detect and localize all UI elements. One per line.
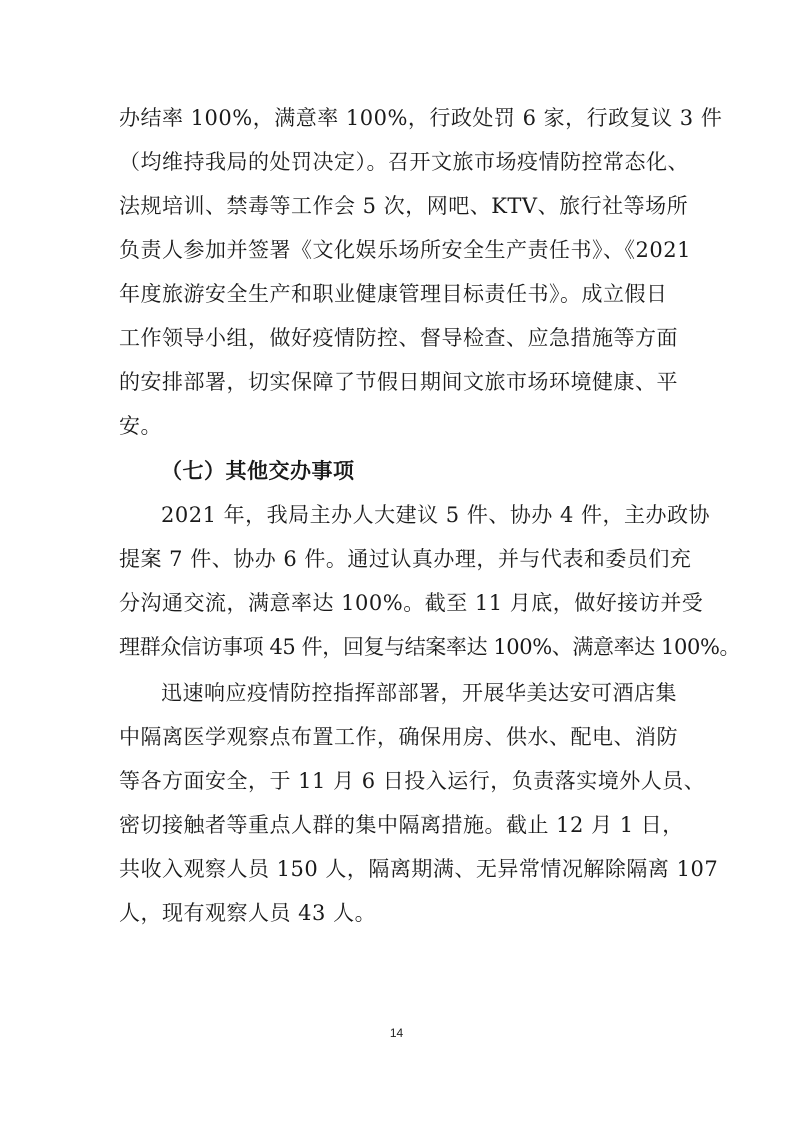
paragraph-line: 办结率 100%，满意率 100%，行政处罚 6 家，行政复议 3 件 [119,106,723,130]
paragraph-line: 工作领导小组，做好疫情防控、督导检查、应急措施等方面 [119,326,678,350]
section-heading: （七）其他交办事项 [161,458,355,483]
paragraph-line: 提案 7 件、协办 6 件。通过认真办理，并与代表和委员们充 [119,547,692,571]
paragraph-line: 负责人参加并签署《文化娱乐场所安全生产责任书》、《2021 [119,238,691,262]
paragraph-line: 人，现有观察人员 43 人。 [119,901,377,925]
paragraph-line: 的安排部署，切实保障了节假日期间文旅市场环境健康、平 [119,370,678,394]
paragraph-line: 迅速响应疫情防控指挥部部署，开展华美达安可酒店集 [161,681,677,705]
paragraph-line: 分沟通交流，满意率达 100%。截至 11 月底，做好接访并受 [119,591,704,615]
paragraph-line: 等各方面安全，于 11 月 6 日投入运行，负责落实境外人员、 [119,769,706,793]
paragraph-line: 理群众信访事项 45 件，回复与结案率达 100%、满意率达 100%。 [119,635,741,659]
paragraph-line: 2021 年，我局主办人大建议 5 件、协办 4 件，主办政协 [161,503,711,527]
paragraph-line: 年度旅游安全生产和职业健康管理目标责任书》。成立假日 [119,282,668,306]
paragraph-line: 中隔离医学观察点布置工作，确保用房、供水、配电、消防 [119,725,678,749]
page-number: 14 [389,1026,404,1040]
paragraph-line: （均维持我局的处罚决定）。召开文旅市场疫情防控常态化、 [119,150,689,174]
paragraph-line: 法规培训、禁毒等工作会 5 次，网吧、KTV、旅行社等场所 [119,194,689,218]
paragraph-line: 密切接触者等重点人群的集中隔离措施。截止 12 月 1 日， [119,813,684,837]
paragraph-line: 共收入观察人员 150 人，隔离期满、无异常情况解除隔离 107 [119,857,719,881]
paragraph-line: 安。 [119,414,162,438]
